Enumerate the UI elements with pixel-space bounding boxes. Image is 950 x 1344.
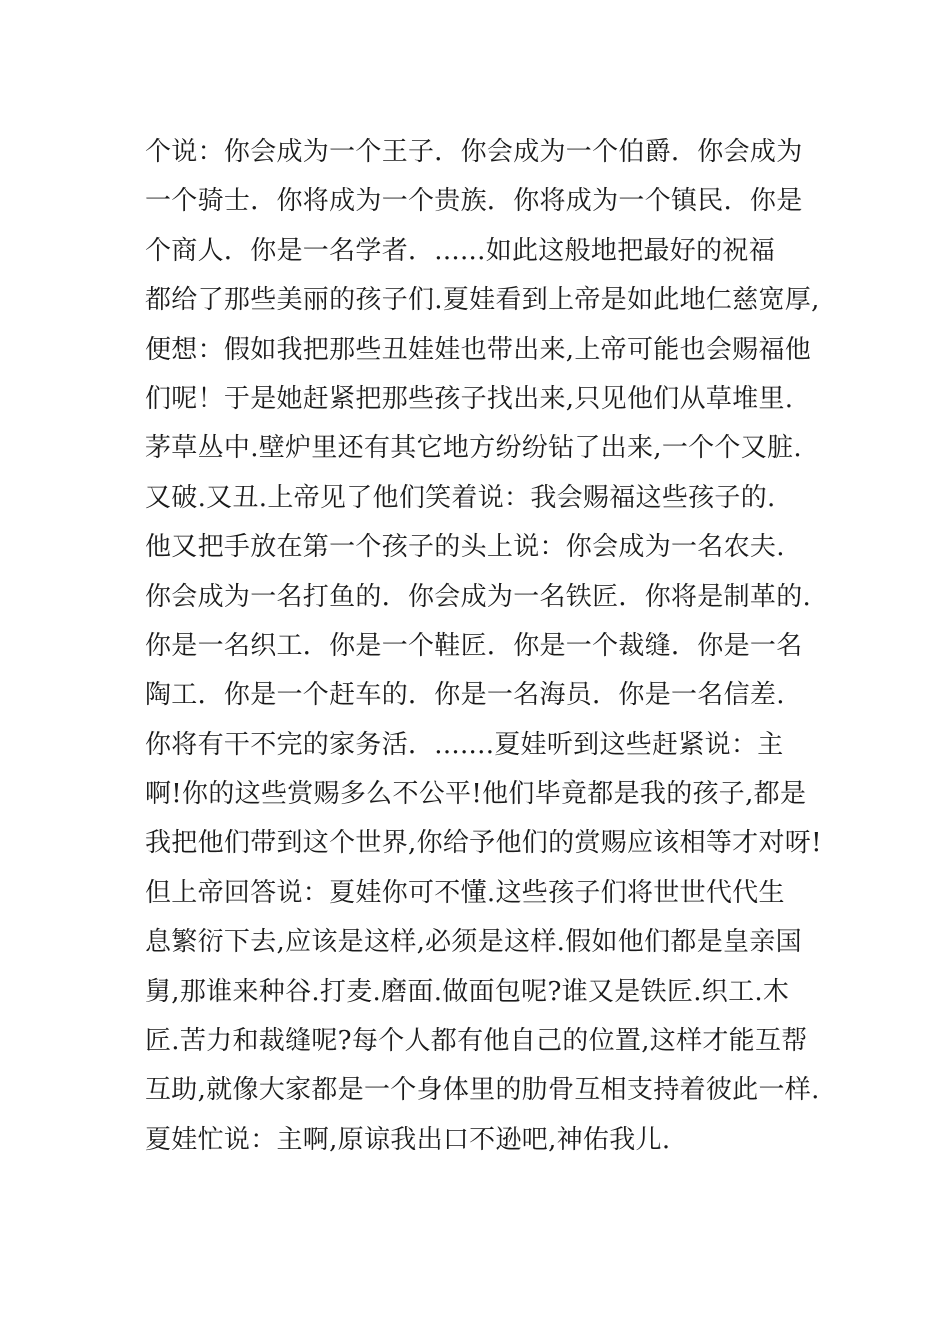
text-line: 陶工．你是一个赶车的．你是一名海员．你是一名信差.: [145, 680, 785, 711]
paragraph-start-line: 但上帝回答说：夏娃你可不懂.这些孩子们将世世代代生: [145, 877, 785, 908]
story-text: [145, 128, 845, 1165]
text-line: 便想：假如我把那些丑娃娃也带出来,上帝可能也会赐福他: [145, 334, 812, 365]
text-line: 互助,就像大家都是一个身体里的肋骨互相支持着彼此一样.: [145, 1075, 820, 1106]
text-line: 他又把手放在第一个孩子的头上说：你会成为一名农夫.: [145, 532, 785, 563]
text-line: 们呢！于是她赶紧把那些孩子找出来,只见他们从草堆里.: [145, 383, 794, 414]
text-line: 匠.苦力和裁缝呢?每个人都有他自己的位置,这样才能互帮: [145, 1026, 808, 1057]
text-line: 息繁衍下去,应该是这样,必须是这样.假如他们都是皇亲国: [145, 927, 802, 958]
text-line: 个商人．你是一名学者．......如此这般地把最好的祝福: [145, 235, 775, 266]
text-line: 你是一名织工．你是一个鞋匠．你是一个裁缝．你是一名: [145, 630, 803, 661]
text-line: 一个骑士．你将成为一个贵族．你将成为一个镇民．你是: [145, 186, 803, 217]
text-line: 舅,那谁来种谷.打麦.磨面.做面包呢?谁又是铁匠.织工.木: [145, 976, 790, 1007]
text-line: 你会成为一名打鱼的．你会成为一名铁匠．你将是制革的.: [145, 581, 812, 612]
text-line: 个说：你会成为一个王子．你会成为一个伯爵．你会成为: [145, 137, 803, 167]
text-line: 啊!你的这些赏赐多么不公平!他们毕竟都是我的孩子,都是: [145, 779, 807, 810]
text-line: 我把他们带到这个世界,你给予他们的赏赐应该相等才对呀!: [145, 828, 822, 859]
text-line: 都给了那些美丽的孩子们.夏娃看到上帝是如此地仁慈宽厚,: [145, 285, 820, 316]
paragraph-start-line: 夏娃忙说：主啊,原谅我出口不逊吧,神佑我儿.: [145, 1124, 671, 1155]
text-line: 茅草丛中.壁炉里还有其它地方纷纷钻了出来,一个个又脏.: [145, 433, 802, 464]
text-line: 又破.又丑.上帝见了他们笑着说：我会赐福这些孩子的.: [145, 482, 776, 513]
text-line: 你将有干不完的家务活．.......夏娃听到这些赶紧说：主: [145, 729, 784, 760]
